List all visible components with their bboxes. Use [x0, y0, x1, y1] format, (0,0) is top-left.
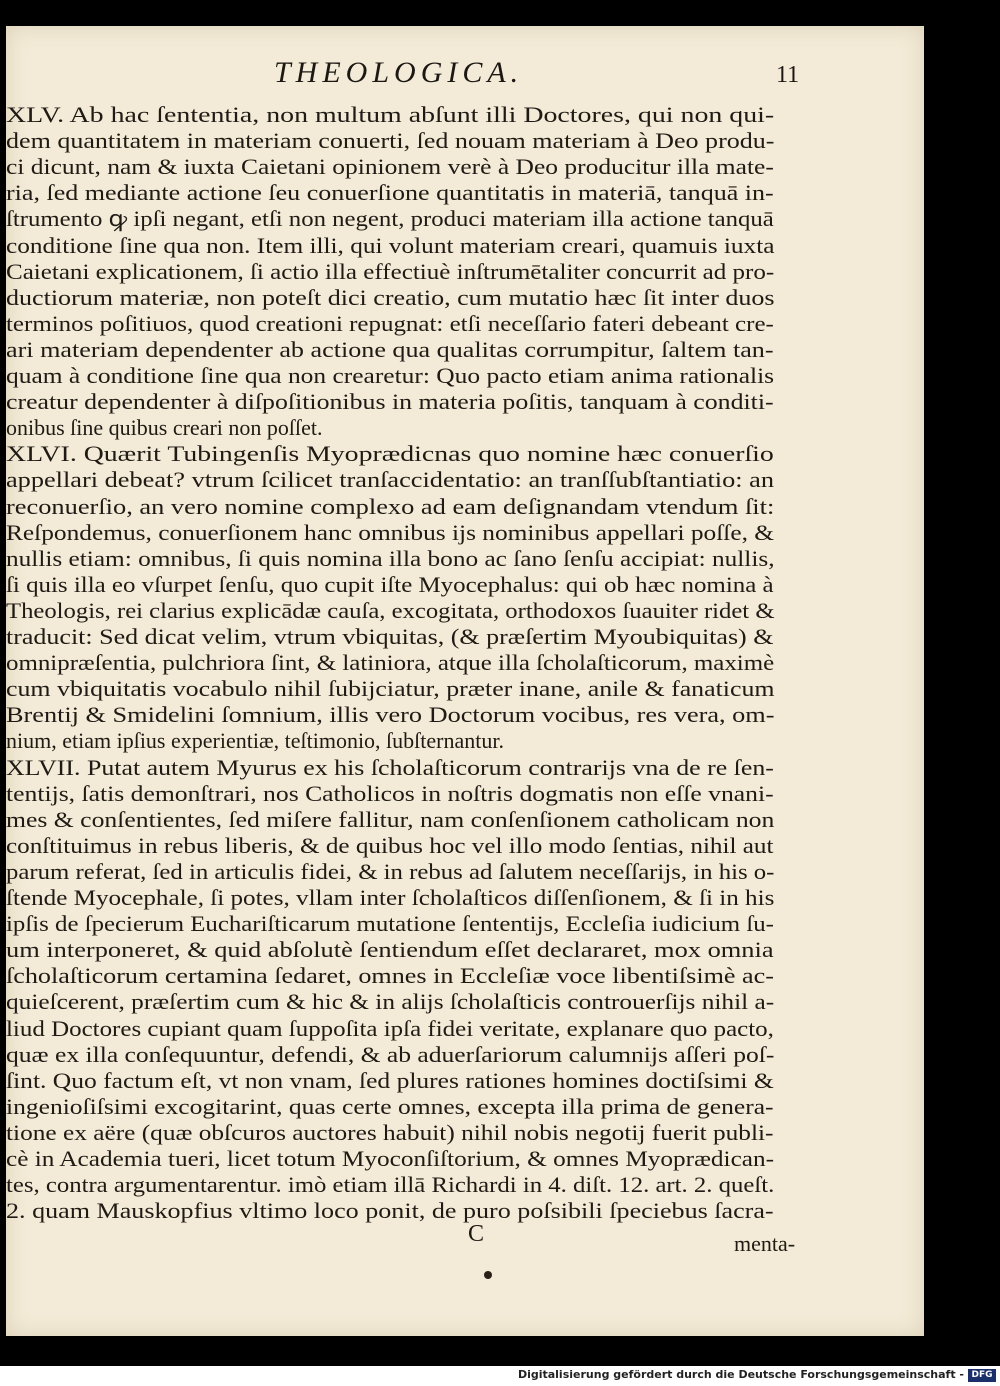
text-line: quæ ex illa conſequuntur, defendi, & ab aduerſariorum calumnijs aſſeri poſ-	[6, 1041, 775, 1067]
text-line: XLVI. Quærit Tubingenſis Myoprædicnas quo nomine hæc conuerſio	[6, 441, 774, 467]
text-line: ci dicunt, nam & iuxta Caietani opinionem verè à Deo producitur illa mate-	[6, 154, 774, 180]
text-line: appellari debeat? vtrum ſcilicet tranſaccidentatio: an tranſſubſtantiatio: an	[6, 467, 775, 493]
text-line: parum referat, ſed in articulis fidei, & in rebus ad ſalutem neceſſarijs, in his o-	[6, 858, 775, 884]
text-line: ſi quis illa eo vſurpet ſenſu, quo cupit iſte Myocephalus: qui ob hæc nomina à	[6, 571, 774, 597]
text-line: ingenioſiſsimi excogitarint, quas certe omnes, excepta illa prima de genera-	[6, 1093, 774, 1119]
text-line: tentijs, ſatis demonſtrari, nos Catholicos in noſtris dogmatis non eſſe vnani-	[6, 780, 774, 806]
text-line: ari materiam dependenter ab actione qua qualitas corrumpitur, ſaltem tan-	[6, 336, 774, 362]
running-title: THEOLOGICA.	[274, 56, 524, 89]
catchword: menta-	[734, 1231, 796, 1256]
book-page	[6, 26, 924, 1336]
running-head	[6, 56, 924, 96]
text-line: ſcholaſticorum certamina ſedaret, omnes in Eccleſiæ voce libentiſsimè ac-	[6, 963, 774, 989]
text-line: liud Doctores cupiant quam ſuppoſita ipſa fidei veritate, explanare quo pacto,	[6, 1015, 774, 1041]
text-line: Brentij & Smidelini ſomnium, illis vero Doctorum vocibus, res vera, om-	[6, 702, 775, 728]
text-line: nullis etiam: omnibus, ſi quis nomina illa bono ac ſano ſenſu accipiat: nullis,	[6, 545, 775, 571]
catchword-row	[6, 1221, 924, 1261]
text-line: ſtrumento ꝙ ipſi negant, etſi non negent, produci materiam illa actione tanquā	[6, 206, 774, 232]
text-line: XLV. Ab hac ſententia, non multum abſunt illi Doctores, qui non qui-	[6, 102, 775, 127]
text-line: ductiorum materiæ, non poteſt dici creatio, cum mutatio hæc ſit inter duos	[6, 284, 775, 310]
text-line: conſtituimus in rebus liberis, & de quibus hoc vel illo modo ſentias, nihil aut	[6, 832, 774, 858]
text-line: ria, ſed mediante actione ſeu conuerſione quantitatis in materiā, tanquā in-	[6, 180, 774, 206]
text-line: omnipræſentia, pulchriora ſint, & latiniora, atque illa ſcholaſticorum, maximè	[6, 650, 775, 676]
text-line: reconuerſio, an vero nomine complexo ad eam deſignandam vtendum ſit:	[6, 493, 775, 519]
text-line: quam à conditione ſine qua non crearetur: Quo pacto etiam anima rationalis	[6, 363, 775, 388]
text-line: ſint. Quo factum eſt, vt non vnam, ſed plures rationes homines doctiſsimi &	[6, 1067, 774, 1093]
text-line: terminos poſitiuos, quod creationi repugnat: etſi neceſſario fateri debeant cre-	[6, 310, 774, 336]
footer-credit: Digitalisierung gefördert durch die Deutsche Forschungsgemeinschaft -	[517, 1368, 964, 1381]
text-line: tione ex aëre (quæ obſcuros auctores habuit) nihil nobis negotij fuerit publi-	[6, 1119, 774, 1145]
text-line: ipſis de ſpecierum Euchariſticarum mutatione ſententijs, Eccleſia iudicium ſu-	[6, 911, 774, 937]
text-line: um interponeret, & quid abſolutè ſentiendum eſſet declararet, mox omnia	[6, 937, 774, 963]
text-line: Theologis, rei clarius explicādæ cauſa, excogitata, orthodoxos ſuauiter ridet &	[6, 597, 775, 623]
text-line: quieſcerent, præſertim cum & hic & in alijs ſcholaſticis controuerſijs nihil a-	[6, 989, 775, 1015]
text-line: cum vbiquitatis vocabulo nihil ſubijciatur, præter inane, anile & fanaticum	[6, 676, 775, 702]
footer-bar	[0, 1366, 1000, 1386]
text-line: tes, contra argumentarentur. imò etiam illā Richardi in 4. diſt. 12. art. 2. queſt.	[6, 1172, 775, 1198]
ink-spot	[484, 1271, 492, 1279]
text-line: ſtende Myocephale, ſi potes, vllam inter ſcholaſticos diſſenſionem, & ſi in his	[6, 885, 775, 910]
dfg-logo: DFG	[968, 1369, 996, 1382]
text-line: dem quantitatem in materiam conuerti, ſed nouam materiam à Deo produ-	[6, 128, 775, 154]
text-line: conditione ſine qua non. Item illi, qui volunt materiam creari, quamuis iuxta	[6, 232, 775, 258]
signature-mark: C	[468, 1221, 485, 1247]
text-line: traducit: Sed dicat velim, vtrum vbiquitas, (& præſertim Myoubiquitas) &	[6, 624, 774, 649]
text-line: Reſpondemus, conuerſionem hanc omnibus ijs nominibus appellari poſſe, &	[6, 519, 775, 545]
text-line: nium, etiam ipſius experientiæ, teſtimonio, ſubſternantur.	[6, 728, 504, 754]
text-line: Caietani explicationem, ſi actio illa effectiuè inſtrumētaliter concurrit ad pro-	[6, 258, 775, 284]
text-line: creatur dependenter à diſpoſitionibus in materia poſitis, tanquam à conditi-	[6, 389, 774, 415]
page-number: 11	[776, 62, 800, 88]
text-line: XLVII. Putat autem Myurus ex his ſcholaſticorum contrarijs vna de re ſen-	[6, 754, 774, 780]
text-line: mes & conſentientes, ſed miſere fallitur, nam conſenſionem catholicam non	[6, 806, 775, 832]
text-line: 2. quam Mauskopfius vltimo loco ponit, de puro poſsibili ſpeciebus ſacra-	[6, 1198, 774, 1224]
text-line: cè in Academia tueri, licet totum Myoconſiſtorium, & omnes Myoprædican-	[6, 1146, 775, 1171]
text-line: onibus ſine quibus creari non poſſet.	[6, 415, 323, 441]
